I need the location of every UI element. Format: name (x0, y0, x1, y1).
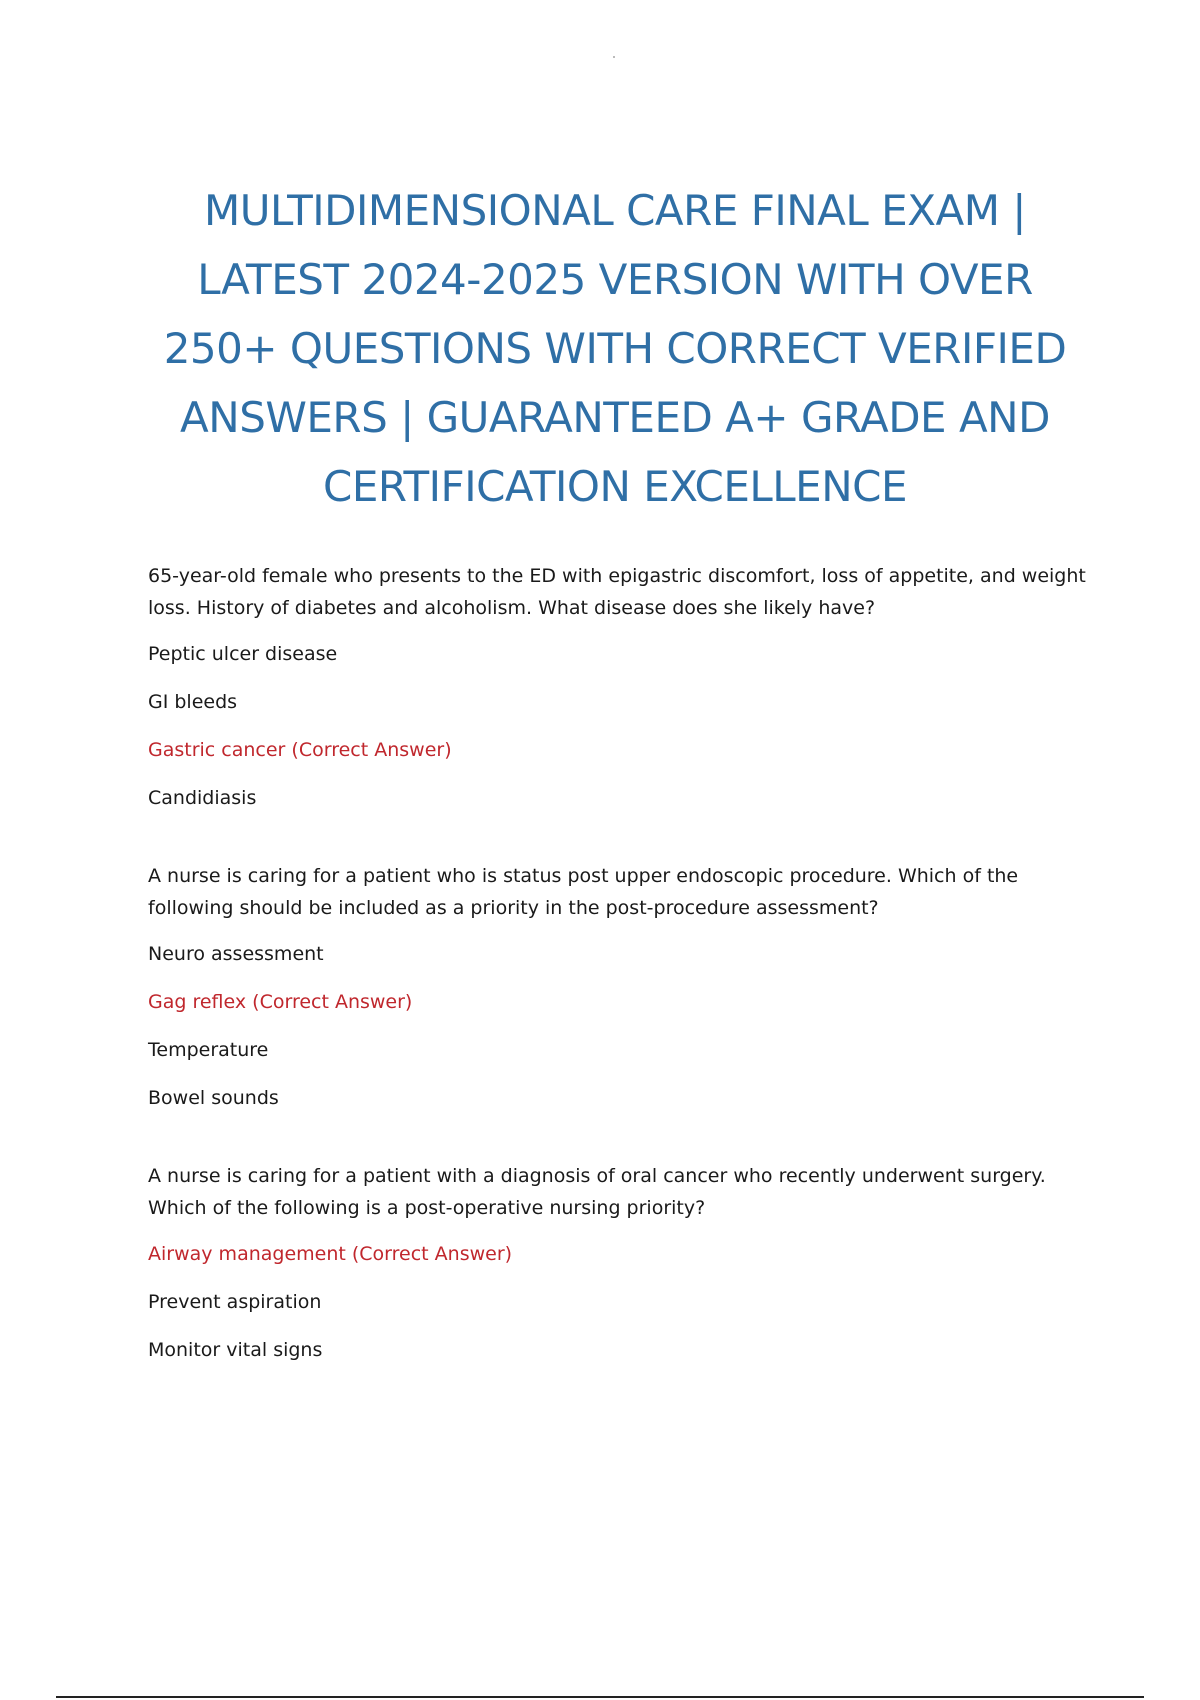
answer-option: Peptic ulcer disease (148, 643, 338, 665)
footer-divider (56, 1696, 1144, 1698)
question-list (148, 560, 1088, 1412)
answer-option: GI bleeds (148, 691, 238, 713)
correct-answer-option: Gag reflex (Correct Answer) (148, 991, 413, 1013)
question-text: 65-year-old female who presents to the ED with epigastric discomfort, loss of appetite, and weight loss. History of diabetes and alcoholism. What disease does she likely have? (148, 565, 1086, 619)
title-line: CERTIFICATION EXCELLENCE (323, 462, 907, 511)
answer-option: Candidiasis (148, 787, 257, 809)
correct-answer-option: Airway management (Correct Answer) (148, 1243, 513, 1265)
title-line: 250+ QUESTIONS WITH CORRECT VERIFIED (163, 324, 1067, 373)
question-text: A nurse is caring for a patient with a diagnosis of oral cancer who recently underwent surgery. Which of the following is a post-operative nursing priority? (148, 1165, 1046, 1219)
correct-answer-option: Gastric cancer (Correct Answer) (148, 739, 452, 761)
question-block-1 (148, 560, 1088, 814)
answer-option: Bowel sounds (148, 1087, 279, 1109)
document-title (130, 176, 1100, 521)
question-block-3 (148, 1160, 1088, 1366)
page-speck (613, 56, 615, 58)
title-line: MULTIDIMENSIONAL CARE FINAL EXAM | (204, 186, 1026, 235)
answer-option: Prevent aspiration (148, 1291, 322, 1313)
question-block-2 (148, 860, 1088, 1114)
answer-option: Monitor vital signs (148, 1339, 323, 1361)
title-line: ANSWERS | GUARANTEED A+ GRADE AND (180, 393, 1050, 442)
question-text: A nurse is caring for a patient who is status post upper endoscopic procedure. Which of the following should be included as a priority in the post-procedure assessment? (148, 865, 1019, 919)
answer-option: Neuro assessment (148, 943, 324, 965)
answer-option: Temperature (148, 1039, 269, 1061)
title-line: LATEST 2024-2025 VERSION WITH OVER (197, 255, 1033, 304)
